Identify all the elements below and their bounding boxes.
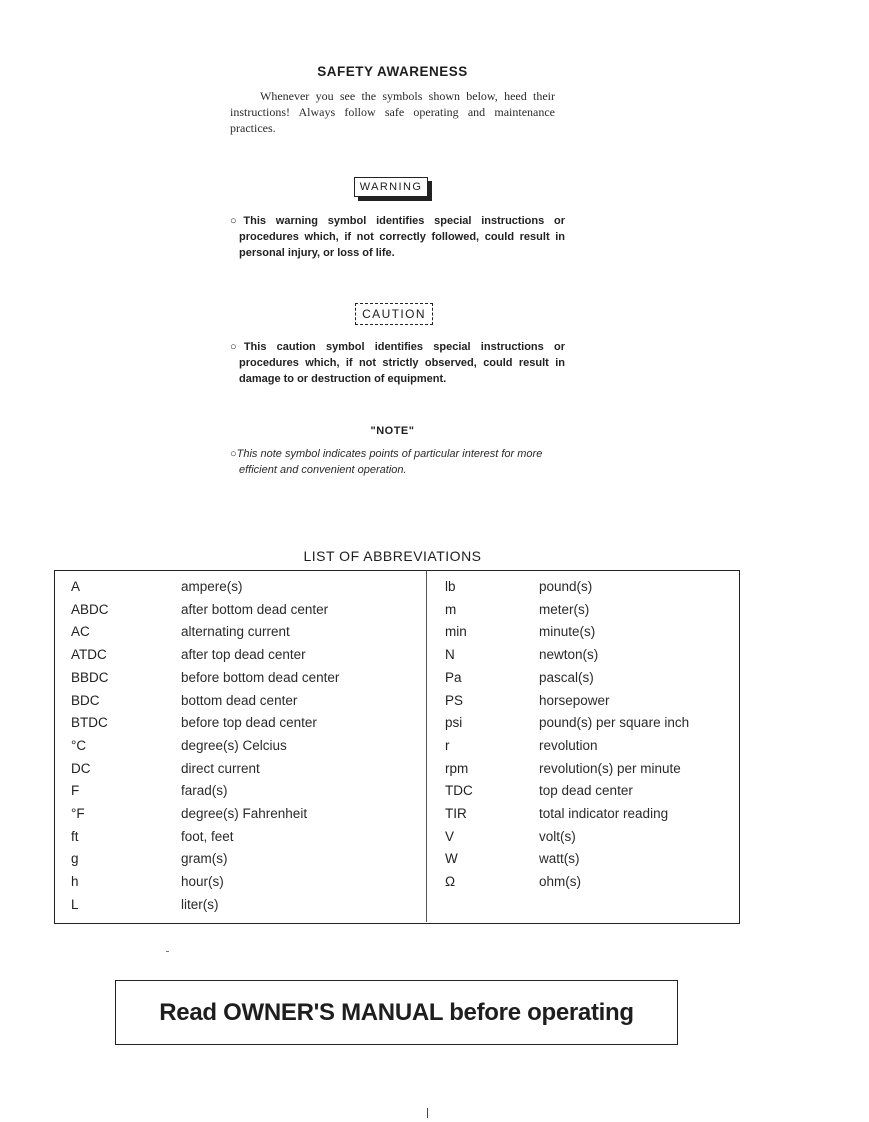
abbreviation-meaning-right-9: top dead center [539,783,633,799]
abbreviation-left-14: L [71,896,79,912]
abbreviation-right-10: TIR [445,806,467,821]
abbreviation-meaning-left-12: gram(s) [181,851,228,867]
abbreviation-meaning-right-13: ohm(s) [539,874,582,890]
abbreviation-meaning-left-7: degree(s) Celcius [181,737,287,753]
abbreviation-meaning-right-10: total indicator reading [539,806,669,821]
page-number [427,1108,428,1118]
abbreviation-right-9: TDC [445,783,473,799]
abbreviation-meaning-left-8: direct current [181,760,260,776]
abbreviation-meaning-right-2: minute(s) [539,624,596,640]
abbreviation-left-1: ABDC [71,601,109,617]
abbreviation-left-2: AC [71,624,90,640]
abbreviation-right-13: Ω [445,874,456,890]
abbreviation-meaning-right-5: horsepower [539,692,610,708]
print-speck [166,951,169,952]
abbreviation-meaning-left-13: hour(s) [181,874,224,890]
abbreviation-meaning-right-0: pound(s) [539,579,593,594]
abbreviation-meaning-right-12: watt(s) [539,851,580,867]
abbreviation-meaning-left-9: farad(s) [181,783,228,799]
abbreviation-meaning-right-3: newton(s) [539,647,599,663]
abbreviation-left-7: °C [71,737,87,753]
abbreviation-right-4: Pa [445,669,462,685]
abbreviation-right-12: W [445,851,458,867]
abbreviation-left-4: BBDC [71,669,109,685]
abbreviation-meaning-right-6: pound(s) per square inch [539,715,690,731]
abbreviation-left-0: A [71,579,81,594]
abbreviation-meaning-left-6: before top dead center [181,715,317,731]
abbreviation-left-13: h [71,874,79,890]
warning-symbol: WARNING [354,177,428,197]
abbreviation-left-8: DC [71,760,91,776]
abbreviation-left-9: F [71,783,80,799]
note-symbol: "NOTE" [370,425,415,437]
owners-manual-notice: Read OWNER'S MANUAL before operating [115,980,678,1045]
abbreviation-right-7: r [445,737,450,753]
abbreviation-meaning-right-4: pascal(s) [539,669,594,685]
abbreviation-meaning-left-11: foot, feet [181,828,234,844]
abbreviation-meaning-left-2: alternating current [181,624,290,640]
safety-title: SAFETY AWARENESS [317,64,468,79]
abbreviation-meaning-right-8: revolution(s) per minute [539,760,681,776]
abbreviation-right-1: m [445,601,457,617]
abbreviation-right-5: PS [445,692,464,708]
abbreviation-meaning-left-4: before bottom dead center [181,669,340,685]
table-column-divider [426,571,427,922]
abbreviations-table [54,570,740,924]
abbreviation-meaning-left-5: bottom dead center [181,692,298,708]
abbreviation-left-11: ft [71,828,79,844]
abbreviation-left-6: BTDC [71,715,108,731]
abbreviation-meaning-right-1: meter(s) [539,601,590,617]
caution-symbol: CAUTION [355,303,433,325]
warning-description: ○This warning symbol identifies special instructions or procedures which, if not correctly followed, could result in personal injury, or loss of life. [230,215,565,259]
abbreviation-meaning-left-1: after bottom dead center [181,601,329,617]
abbreviations-title: LIST OF ABBREVIATIONS [303,548,482,564]
abbreviation-meaning-left-14: liter(s) [181,896,219,912]
abbreviation-meaning-right-11: volt(s) [539,828,576,844]
caution-description: ○This caution symbol identifies special instructions or procedures which, if not strictly observed, could result in damage to or destruction of equipment. [230,341,565,385]
abbreviation-right-11: V [445,828,455,844]
note-description: ○This note symbol indicates points of particular interest for more efficient and convenient operation. [230,448,543,476]
abbreviation-left-5: BDC [71,692,100,708]
abbreviation-right-3: N [445,647,455,663]
abbreviation-meaning-left-3: after top dead center [181,647,306,663]
abbreviation-left-10: °F [71,806,85,821]
abbreviation-meaning-right-7: revolution [539,737,598,753]
abbreviation-left-3: ATDC [71,647,107,663]
abbreviation-right-2: min [445,624,467,640]
abbreviation-right-6: psi [445,715,463,731]
abbreviation-left-12: g [71,851,79,867]
abbreviation-right-8: rpm [445,760,469,776]
abbreviation-right-0: lb [445,579,456,594]
abbreviation-meaning-left-0: ampere(s) [181,579,243,594]
safety-intro: Whenever you see the symbols shown below, heed their instructions! Always follow safe operating and maintenance practices. [230,89,555,135]
abbreviation-meaning-left-10: degree(s) Fahrenheit [181,806,308,821]
